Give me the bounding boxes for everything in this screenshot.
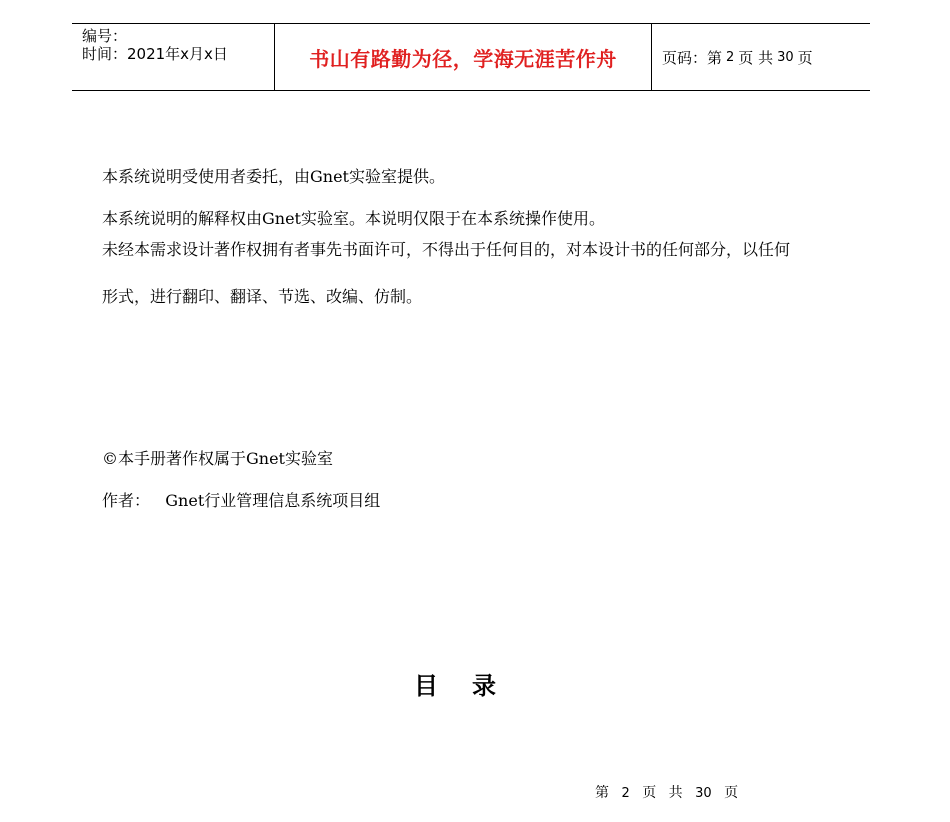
page-footer (595, 782, 746, 802)
page-prefix: 页码：第 (662, 48, 723, 67)
footer-total-pages: 30 (695, 786, 712, 801)
page-total: 30 (777, 49, 794, 65)
header-motto-cell (275, 24, 652, 90)
footer-word-gong: 共 (668, 785, 683, 801)
footer-word-di: 第 (595, 785, 609, 801)
footer-word-ye: 页 (642, 785, 657, 801)
header-info-cell (72, 24, 275, 90)
footer-current-page: 2 (621, 786, 630, 801)
header-motto: 书山有路勤为径，学海无涯苦作舟 (309, 46, 617, 71)
header-table (72, 23, 870, 91)
document-number-label: 编号： (82, 27, 128, 45)
page-mid: 页 共 (738, 48, 774, 67)
author-line: 作者： Gnet行业管理信息系统项目组 (102, 491, 381, 510)
footer-word-ye-2: 页 (724, 785, 739, 801)
body-line-4: 形式，进行翻印、翻译、节选、改编、仿制。 (102, 287, 423, 306)
body-line-3: 未经本需求设计著作权拥有者事先书面许可，不得出于任何目的，对本设计书的任何部分，以任何 (102, 240, 791, 259)
page-suffix: 页 (797, 48, 813, 67)
copyright-line: ©本手册著作权属于Gnet实验室 (102, 449, 333, 468)
toc-title: 目录 (414, 672, 530, 700)
body-line-2: 本系统说明的解释权由Gnet实验室。本说明仅限于在本系统操作使用。 (102, 209, 605, 228)
document-time-label: 时间：2021年x月x日 (82, 45, 228, 63)
header-page-cell (652, 24, 870, 90)
body-line-1: 本系统说明受使用者委托，由Gnet实验室提供。 (102, 167, 445, 186)
page-current: 2 (726, 49, 735, 65)
